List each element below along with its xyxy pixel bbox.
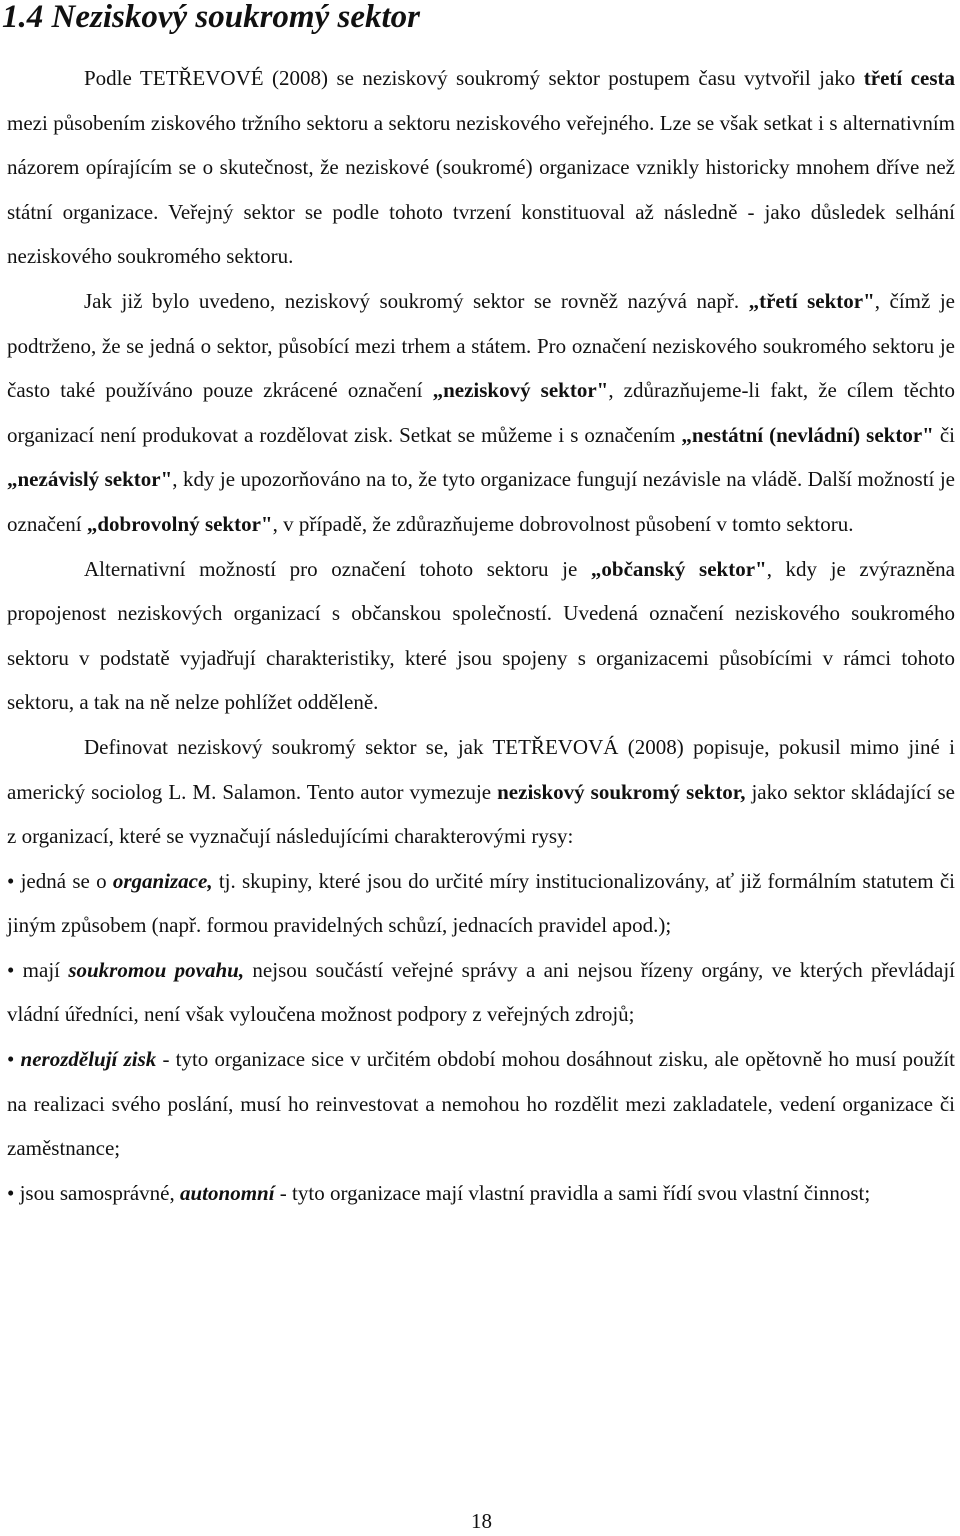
- emphasis: autonomní: [180, 1180, 275, 1205]
- text: nejsou součástí veřejné správy a ani nejsou řízeny orgány, ve kterých převládají vládní úředníci, není však vyloučena možnost podpory z veřejných zdrojů;: [7, 957, 955, 1027]
- section-heading: 1.4 Neziskový soukromý sektor: [2, 0, 420, 35]
- text: • mají: [7, 957, 69, 982]
- emphasis: soukromou povahu,: [68, 957, 245, 982]
- text: Alternativní možností pro označení tohoto sektoru je: [84, 556, 591, 581]
- bullet-item: [7, 1037, 955, 1171]
- text: či: [933, 422, 956, 447]
- text: - tyto organizace mají vlastní pravidla a sami řídí svou vlastní činnost;: [274, 1180, 871, 1205]
- text: , v případě, že zdůrazňujeme dobrovolnost působení v tomto sektoru.: [272, 511, 854, 536]
- text: tj. skupiny, které jsou do určité míry institucionalizovány, ať již formálním statutem či jiným způsobem (např. formou pravidelných schůzí, jednacích pravidel apod.);: [7, 868, 955, 938]
- emphasis: nerozdělují zisk: [20, 1047, 157, 1072]
- bold-term: neziskový soukromý sektor,: [497, 779, 746, 804]
- bold-term: „neziskový sektor": [432, 378, 609, 403]
- bullet-item: [7, 859, 955, 948]
- text: • jedná se o: [7, 868, 113, 893]
- text: , kdy je zvýrazněna propojenost neziskových organizací s občanskou společností. Uvedená označení neziskového soukromého sektoru v podstatě vyjadřují charakteristiky, které jsou spojeny s organizacemi působícími v rámci tohoto sektoru, a tak na ně nelze pohlížet odděleně.: [7, 556, 955, 715]
- text: • jsou samosprávné,: [7, 1180, 180, 1205]
- text: •: [7, 1047, 21, 1072]
- emphasis: organizace,: [112, 868, 213, 893]
- bullet-item: [7, 948, 955, 1037]
- bold-term: „nestátní (nevládní) sektor": [681, 422, 934, 447]
- text: Jak již bylo uvedeno, neziskový soukromý sektor se rovněž nazývá např.: [84, 288, 749, 313]
- text: Podle TETŘEVOVÉ (2008) se neziskový soukromý sektor postupem času vytvořil jako: [84, 66, 864, 90]
- text: , čímž je podtrženo, že se jedná o sektor, působící mezi trhem a státem. Pro označení neziskového soukromého sektoru je často také používáno pouze zkrácené označení: [7, 288, 955, 403]
- text: , zdůrazňujeme-li fakt, že cílem těchto organizací není produkovat a rozdělovat zisk. Setkat se můžeme i s označením: [7, 378, 955, 447]
- text: , kdy je upozorňováno na to, že tyto organizace fungují nezávisle na vládě. Další možností je označení: [7, 467, 955, 536]
- text: Definovat neziskový soukromý sektor se, jak TETŘEVOVÁ (2008) popisuje, pokusil mimo jiné i americký sociolog L. M. Salamon. Tento autor vymezuje: [7, 734, 955, 804]
- page-number: 18: [471, 1509, 492, 1533]
- bold-term: třetí cesta: [863, 66, 955, 90]
- text: jako sektor skládající se z organizací, které se vyznačují následujícími charakterovými rysy:: [7, 779, 955, 849]
- bold-term: „třetí sektor": [748, 288, 875, 313]
- paragraph-3: [7, 547, 955, 725]
- paragraph-2: [7, 279, 955, 547]
- bold-term: „občanský sektor": [590, 556, 767, 581]
- text: mezi působením ziskového tržního sektoru a sektoru neziskového veřejného. Lze se však setkat i s alternativním názorem opírajícím se o skutečnost, že neziskové (soukromé) organizace vznikly historicky mnohem dříve než státní organizace. Veřejný sektor se podle tohoto tvrzení konstituoval až následně - jako důsledek selhání neziskového soukromého sektoru.: [7, 110, 955, 269]
- text: - tyto organizace sice v určitém období mohou dosáhnout zisku, ale opětovně ho musí použít na realizaci svého poslání, musí ho reinvestovat a nemohou ho rozdělit mezi zakladatele, vedení organizace či zaměstnance;: [7, 1047, 955, 1161]
- paragraph-4: [7, 725, 955, 859]
- bullet-item: [7, 1171, 955, 1216]
- bold-term: „nezávislý sektor": [7, 467, 173, 492]
- document-body: [7, 56, 955, 1215]
- bold-term: „dobrovolný sektor": [86, 511, 273, 536]
- paragraph-1: [7, 56, 955, 279]
